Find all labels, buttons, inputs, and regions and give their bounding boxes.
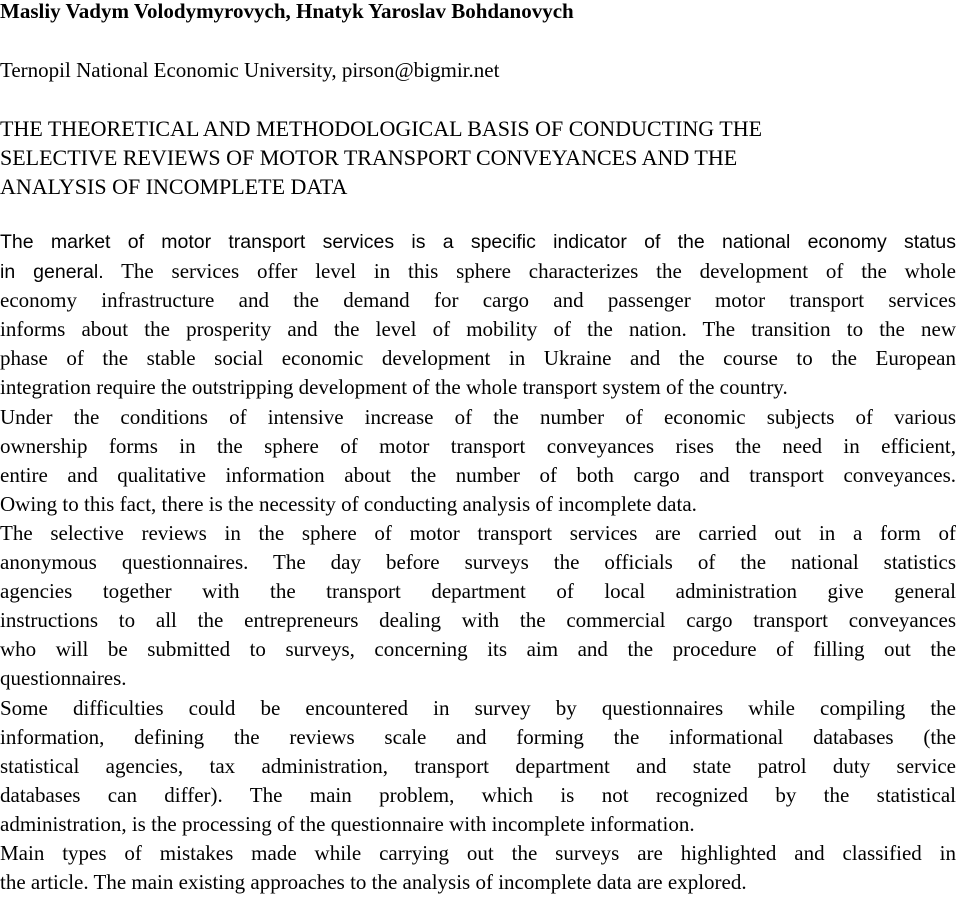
text-line: anonymous questionnaires. The day before surveys the officials of the national statistics bbox=[0, 550, 956, 575]
text-line: phase of the stable social economic development in Ukraine and the course to the European bbox=[0, 346, 956, 371]
paper-title bbox=[0, 114, 960, 201]
text-line: databases can differ). The main problem, which is not recognized by the statistical bbox=[0, 782, 956, 807]
paragraph-3 bbox=[0, 519, 956, 694]
text-run: in general. bbox=[0, 261, 104, 284]
text-line: the article. The main existing approaches to the analysis of incomplete data are explored. bbox=[0, 870, 747, 895]
text-run: The services offer level in this sphere characterizes the development of the whole bbox=[103, 259, 956, 284]
text-line: ownership forms in the sphere of motor transport conveyances rises the need in efficient, bbox=[0, 433, 956, 458]
paragraph-2 bbox=[0, 403, 956, 519]
text-line: questionnaires. bbox=[0, 666, 127, 691]
text-line: Some difficulties could be encountered in survey by questionnaires while compiling the bbox=[0, 695, 956, 720]
title-line: THE THEORETICAL AND METHODOLOGICAL BASIS OF CONDUCTING THE bbox=[0, 116, 763, 141]
text-line: entire and qualitative information about the number of both cargo and transport conveyances. bbox=[0, 462, 956, 487]
text-line: Main types of mistakes made while carrying out the surveys are highlighted and classified in bbox=[0, 840, 956, 865]
text-line bbox=[0, 257, 956, 286]
text-line: economy infrastructure and the demand for cargo and passenger motor transport services bbox=[0, 288, 956, 313]
text-line: informs about the prosperity and the level of mobility of the nation. The transition to the new bbox=[0, 317, 956, 342]
affiliation-line: Ternopil National Economic University, pirson@bigmir.net bbox=[0, 58, 500, 82]
text-line: information, defining the reviews scale and forming the informational databases (the bbox=[0, 724, 956, 749]
text-line: integration require the outstripping development of the whole transport system of the country. bbox=[0, 375, 788, 400]
text-line: The selective reviews in the sphere of motor transport services are carried out in a form of bbox=[0, 520, 956, 545]
text-line: Owing to this fact, there is the necessity of conducting analysis of incomplete data. bbox=[0, 491, 697, 516]
authors-line: Masliy Vadym Volodymyrovych, Hnatyk Yaroslav Bohdanovych bbox=[0, 0, 574, 23]
text-line: who will be submitted to surveys, concerning its aim and the procedure of filling out the bbox=[0, 637, 956, 662]
text-line: instructions to all the entrepreneurs dealing with the commercial cargo transport conveyances bbox=[0, 608, 956, 633]
text-line: agencies together with the transport department of local administration give general bbox=[0, 579, 956, 604]
text-line: The market of motor transport services is a specific indicator of the national economy status bbox=[0, 231, 956, 253]
abstract-body bbox=[0, 228, 956, 897]
paragraph-5 bbox=[0, 839, 956, 897]
title-line: ANALYSIS OF INCOMPLETE DATA bbox=[0, 174, 348, 199]
text-line: statistical agencies, tax administration, transport department and state patrol duty service bbox=[0, 753, 956, 778]
paragraph-1 bbox=[0, 228, 956, 403]
paragraph-4 bbox=[0, 694, 956, 839]
text-line: administration, is the processing of the questionnaire with incomplete information. bbox=[0, 811, 695, 836]
title-line: SELECTIVE REVIEWS OF MOTOR TRANSPORT CONVEYANCES AND THE bbox=[0, 145, 738, 170]
text-line: Under the conditions of intensive increase of the number of economic subjects of various bbox=[0, 404, 956, 429]
